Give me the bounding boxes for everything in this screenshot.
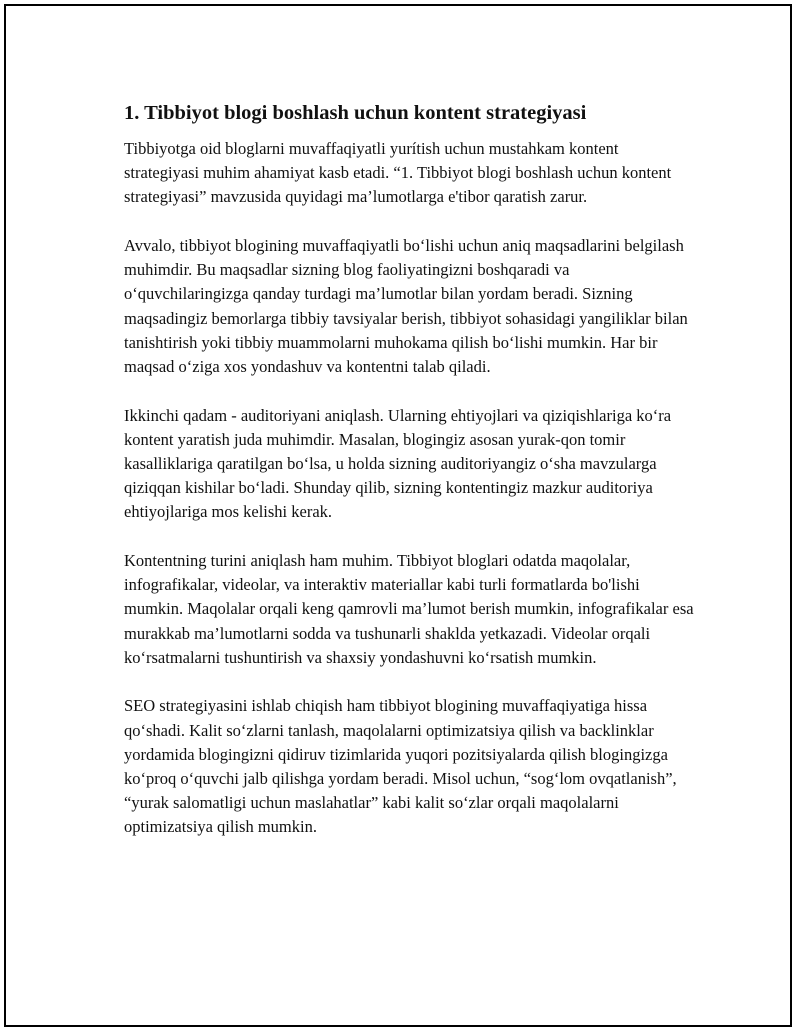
paragraph-5: SEO strategiyasini ishlab chiqish ham tibbiyot blogining muvaffaqiyatiga hissa qo‘shadi. Kalit so‘zlarni tanlash, maqolalarni optimizatsiya qilish va backlinklar yordamida blogingizni qidiruv tizimlarida yuqori pozitsiyalarda qilish blogingizga ko‘proq o‘quvchi jalb qilishga yordam beradi. Misol uchun, “sog‘lom ovqatlanish”, “yurak salomatligi uchun maslahatlar” kabi kalit so‘zlar orqali maqolalarni optimizatsiya qilish mumkin.	[124, 696, 677, 837]
paragraph-4: Kontentning turini aniqlash ham muhim. Tibbiyot bloglari odatda maqolalar, infografikalar, videolar, va interaktiv materiallar kabi turli formatlarda bo'lishi mumkin. Maqolalar orqali keng qamrovli ma’lumot berish mumkin, infografikalar esa murakkab ma’lumotlarni sodda va tushunarli shaklda yetkazadi. Videolar orqali ko‘rsatmalarni tushuntirish va shaxsiy yondashuvni ko‘rsatish mumkin.	[124, 551, 694, 667]
page-frame	[4, 4, 792, 1027]
document-title: 1. Tibbiyot blogi boshlash uchun kontent strategiyasi	[124, 102, 587, 124]
document-body	[124, 99, 694, 864]
paragraph-2: Avvalo, tibbiyot blogining muvaffaqiyatli bo‘lishi uchun aniq maqsadlarini belgilash muhimdir. Bu maqsadlar sizning blog faoliyatingizni boshqaradi va o‘quvchilaringizga qanday turdagi ma’lumotlar bilan yordam beradi. Sizning maqsadingiz bemorlarga tibbiy tavsiyalar berish, tibbiyot sohasidagi yangiliklar bilan tanishtirish yoki tibbiy muammolarni muhokama qilish bo‘lishi mumkin. Har bir maqsad o‘ziga xos yondashuv va kontentni talab qiladi.	[124, 236, 688, 377]
paragraph-3: Ikkinchi qadam - auditoriyani aniqlash. Ularning ehtiyojlari va qiziqishlariga ko‘ra kontent yaratish juda muhimdir. Masalan, blogingiz asosan yurak-qon tomir kasalliklariga qaratilgan bo‘lsa, u holda sizning auditoriyangiz o‘sha mavzularga qiziqqan kishilar bo‘ladi. Shunday qilib, sizning kontentingiz mazkur auditoriya ehtiyojlariga mos kelishi kerak.	[124, 405, 672, 522]
paragraph-1: Tibbiyotga oid bloglarni muvaffaqiyatli yurítish uchun mustahkam kontent strategiyasi muhim ahamiyat kasb etadi. “1. Tibbiyot blogi boshlash uchun kontent strategiyasi” mavzusida quyidagi ma’lumotlarga e'tibor qaratish zarur.	[124, 139, 672, 207]
